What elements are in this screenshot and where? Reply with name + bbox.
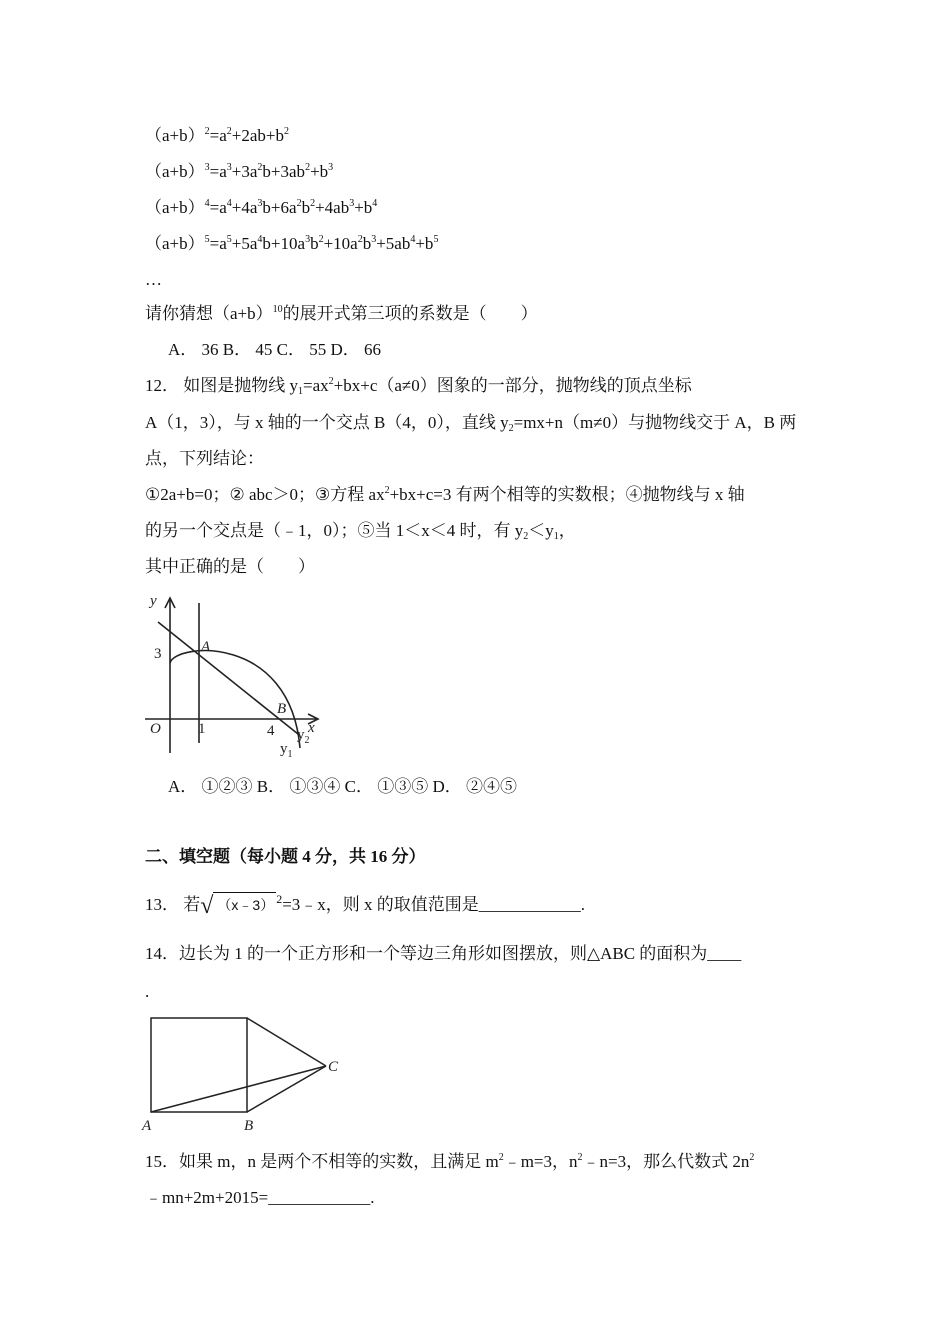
- expansion-line-3: $(a+b)^3=a^3+3a^2b+3ab^2+b^3$: [145, 162, 334, 181]
- sqrt-expression: √ （x﹣3） $^2$: [200, 892, 283, 919]
- y-label: y: [150, 593, 157, 609]
- radical-sign: √: [200, 893, 214, 919]
- q15-line-2: ﹣mn+2m+2015=____________.: [145, 1188, 375, 1207]
- section-heading: 二、填空题（每小题 4 分，共 16 分）: [145, 847, 426, 866]
- point-A-label: A: [201, 639, 211, 655]
- triangle-bottom-edge: [247, 1066, 326, 1112]
- tick-3: 3: [154, 646, 162, 662]
- y1-label: $y_1$: [280, 741, 293, 760]
- tick-4: 4: [267, 723, 275, 739]
- q12-line-2: A（1，3），与 x 轴的一个交点 B（4，0），直线 $y_2=mx+n(m\ne 0)$与抛物线交于 A，B 两: [145, 413, 797, 434]
- q15-line-1: 15．如果 m，n 是两个不相等的实数，且满足 $m^2﹣m=3$，$n^2﹣n=3$，那么代数式 $2n^2$: [145, 1152, 755, 1171]
- q14-line-2: .: [145, 982, 150, 1001]
- parabola-figure: [140, 588, 340, 760]
- triangle-top-edge: [247, 1018, 326, 1066]
- segment-AC: [151, 1066, 326, 1112]
- square-triangle-figure: [140, 1010, 350, 1135]
- q12-line-4: ①2a+b=0；② abc＞0；③方程 $ax^2+bx+c=3$ 有两个相等的实数根；④抛物线与 x 轴: [145, 485, 745, 504]
- point-B-label: B: [277, 701, 287, 717]
- point-A-label: A: [142, 1118, 152, 1134]
- square: [151, 1018, 247, 1112]
- parabola-y1: [170, 651, 300, 748]
- q14-line-1: 14．边长为 1 的一个正方形和一个等边三角形如图摆放，则△ABC 的面积为____: [145, 944, 742, 963]
- tick-1: 1: [198, 721, 206, 737]
- x-label: x: [308, 720, 315, 736]
- q12-options: A． ①②③ B． ①③④ C． ①③⑤ D． ②④⑤: [168, 777, 517, 796]
- line-y2: [158, 622, 298, 734]
- expansion-line-2: $(a+b)^2=a^2+2ab+b^2$: [145, 126, 290, 145]
- q12-line-3: 点，下列结论：: [145, 449, 264, 468]
- origin-label: O: [150, 721, 161, 737]
- point-B-label: B: [244, 1118, 254, 1134]
- q12-line-6: 其中正确的是（ ）: [145, 557, 315, 576]
- q12-line-5: 的另一个交点是（﹣1，0）；⑤当 1＜x＜4 时，有 $y_2<y_1$，: [145, 521, 576, 542]
- expansion-line-5: $(a+b)^5=a^5+5a^4b+10a^3b^2+10a^2b^3+5ab^4+b^5$: [145, 234, 439, 253]
- q11-question: 请你猜想$(a+b)^{10}$的展开式第三项的系数是（ ）: [145, 304, 538, 323]
- radicand: （x﹣3）: [213, 892, 276, 917]
- q13-line: 13． 若√ （x﹣3） $^2$=3﹣x，则 x 的取值范围是____________.: [145, 892, 586, 919]
- ellipsis: …: [145, 270, 162, 289]
- expansion-line-4: $(a+b)^4=a^4+4a^3b+6a^2b^2+4ab^3+b^4$: [145, 198, 378, 217]
- q12-line-1: 12． 如图是抛物线 $y_1=ax^2+bx+c(a\ne 0)$图象的一部分，抛物线的顶点坐标: [145, 376, 692, 397]
- y2-label: $y_2$: [297, 727, 310, 746]
- q11-options: A． 36 B． 45 C． 55 D． 66: [168, 340, 381, 359]
- point-C-label: C: [328, 1059, 339, 1075]
